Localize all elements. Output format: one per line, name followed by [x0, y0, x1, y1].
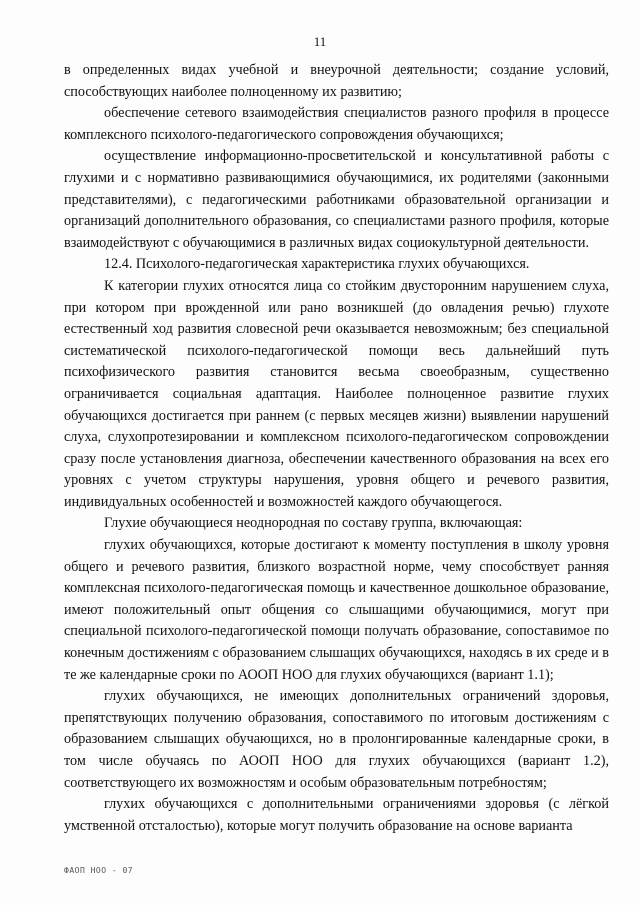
- list-item-variant-1-1: глухих обучающихся, которые достигают к моменту поступления в школу уровня общего и речевого развития, близкого возрастной норме, чему способствует ранняя комплексная психолого-педагогическая помощь и качественное дошкольное образование, имеют положительный опыт общения со слышащими обучающимися, могут при специальной психолого-педагогической помощи получать образование, сопоставимое по конечным достижениям с образованием слышащих обучающихся, находясь в их среде и в те же календарные сроки по АООП НОО для глухих обучающихся (вариант 1.1);: [64, 537, 609, 683]
- section-heading-12-4: 12.4. Психолого-педагогическая характеристика глухих обучающихся.: [104, 256, 530, 273]
- footer-document-code: ФАОП НОО - 07: [64, 866, 134, 875]
- paragraph-network-interaction: обеспечение сетевого взаимодействия специалистов разного профиля в процессе комплексного психолого-педагогического сопровождения обучающихся;: [64, 105, 609, 143]
- paragraph-information-work: осуществление информационно-просветительской и консультативной работы с глухими и с нормативно развивающимися обучающимися, их родителями (законными представителями), с педагогическими работниками образовательной организации и организаций дополнительного образования, со специалистами разного профиля, которые взаимодействуют с обучающимися в различных видах социокультурной деятельности.: [64, 148, 609, 251]
- page-body: [64, 60, 609, 837]
- paragraph-deaf-category: К категории глухих относятся лица со стойким двусторонним нарушением слуха, при котором при врожденной или рано возникшей (до овладения речью) глухоте естественный ход развития словесной речи оказывается невозможным; без специальной систематической психолого-педагогической помощи весь дальнейший путь психофизического развития становится весьма своеобразным, существенно ограничивается социальная адаптация. Наиболее полноценное развитие глухих обучающихся достигается при раннем (с первых месяцев жизни) выявлении нарушений слуха, слухопротезировании и комплексном психолого-педагогическом сопровождении сразу после установления диагноза, обеспечении качественного образования на всех его уровнях с учетом структуры нарушения, уровня общего и речевого развития, индивидуальных особенностей и возможностей каждого обучающегося.: [64, 277, 609, 510]
- list-item-variant-1-2: глухих обучающихся, не имеющих дополнительных ограничений здоровья, препятствующих получению образования, сопоставимого по итоговым достижениям с образованием слышащих обучающихся, но в пролонгированные календарные сроки, в том числе обучаясь по АООП НОО для глухих обучающихся (вариант 1.2), соответствующего их возможностям и особым образовательным потребностям;: [64, 688, 609, 791]
- page-number: 11: [313, 34, 327, 49]
- list-item-additional-limitations: глухих обучающихся с дополнительными ограничениями здоровья (с лёгкой умственной отсталостью), которые могут получить образование на основе варианта: [64, 796, 609, 834]
- paragraph-continuation: в определенных видах учебной и внеурочной деятельности; создание условий, способствующих наиболее полноценному их развитию;: [64, 62, 609, 100]
- paragraph-heterogeneous-group: Глухие обучающиеся неоднородная по составу группа, включающая:: [104, 515, 523, 532]
